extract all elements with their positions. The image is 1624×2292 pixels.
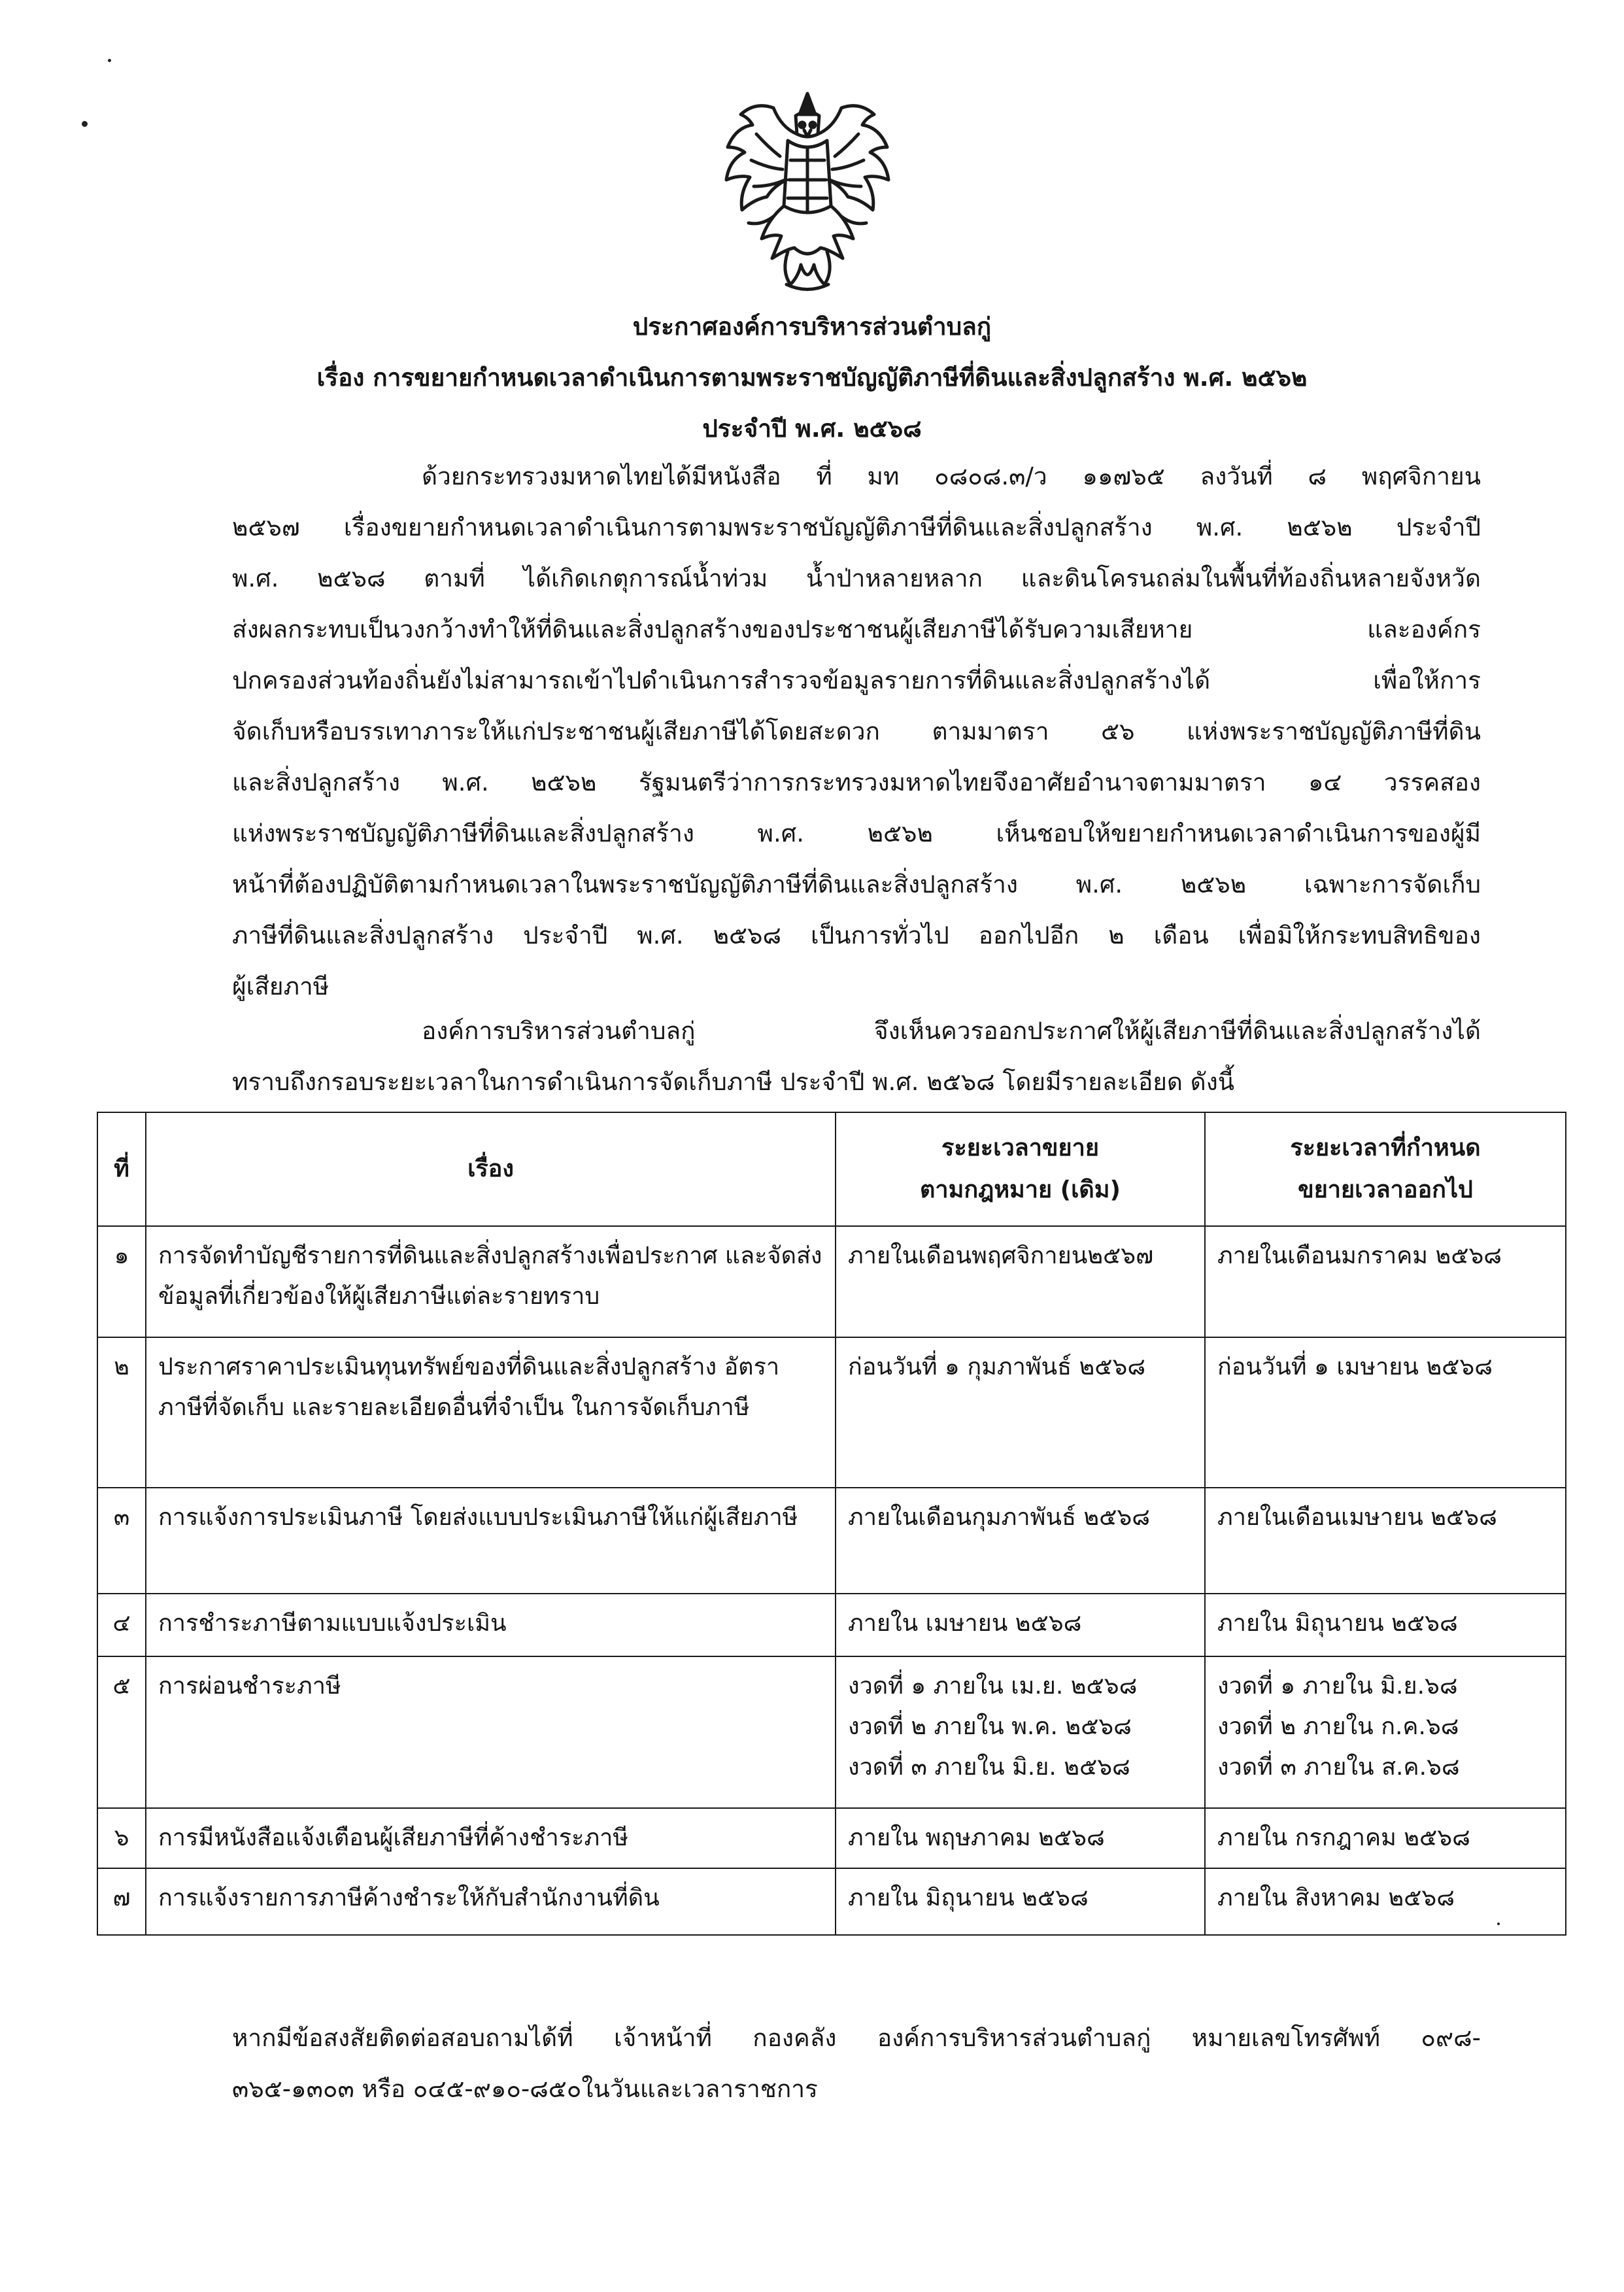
paragraph-line: ด้วยกระทรวงมหาดไทยได้มีหนังสือ ที่ มท ๐๘๐๘.๓/ว ๑๑๗๖๕ ลงวันที่ ๘ พฤศจิกายน bbox=[422, 462, 1481, 490]
row-original-period: ภายใน มิถุนายน ๒๕๖๘ bbox=[836, 1868, 1205, 1935]
paragraph-line: ทราบถึงกรอบระยะเวลาในการดำเนินการจัดเก็บภาษี ประจำปี พ.ศ. ๒๕๖๘ โดยมีรายละเอียด ดังนี้ bbox=[232, 1068, 1235, 1096]
body-paragraph-2 bbox=[232, 1006, 1481, 1108]
row-original-period: ภายในเดือนกุมภาพันธ์ ๒๕๖๘ bbox=[836, 1488, 1205, 1594]
row-subject: ประกาศราคาประเมินทุนทรัพย์ของที่ดินและสิ่งปลูกสร้าง อัตราภาษีที่จัดเก็บ และรายละเอียดอื่นที่จำเป็น ในการจัดเก็บภาษี bbox=[146, 1337, 836, 1488]
row-subject: การจัดทำบัญชีรายการที่ดินและสิ่งปลูกสร้างเพื่อประกาศ และจัดส่งข้อมูลที่เกี่ยวข้องให้ผู้เสียภาษีแต่ละรายทราบ bbox=[146, 1226, 836, 1337]
row-extended-period: ภายใน มิถุนายน ๒๕๖๘ bbox=[1205, 1594, 1566, 1656]
paragraph-line: พ.ศ. ๒๕๖๘ ตามที่ ได้เกิดเกตุการณ์น้ำท่วม น้ำป่าหลายหลาก และดินโครนถล่มในพื้นที่ท้องถิ่นหลายจังหวัด bbox=[232, 564, 1481, 592]
table-row bbox=[97, 1868, 1566, 1935]
table-row bbox=[97, 1594, 1566, 1656]
paragraph-line: ภาษีที่ดินและสิ่งปลูกสร้าง ประจำปี พ.ศ. ๒๕๖๘ เป็นการทั่วไป ออกไปอีก ๒ เดือน เพื่อมิให้กระทบสิทธิของ bbox=[232, 921, 1481, 949]
table-header-row bbox=[97, 1112, 1566, 1226]
row-extended-period: ภายในเดือนเมษายน ๒๕๖๘ bbox=[1205, 1488, 1566, 1594]
table-row bbox=[97, 1488, 1566, 1594]
paragraph-line: แห่งพระราชบัญญัติภาษีที่ดินและสิ่งปลูกสร้าง พ.ศ. ๒๕๖๒ เห็นชอบให้ขยายกำหนดเวลาดำเนินการของผู้มี bbox=[232, 819, 1481, 847]
row-no: ๓ bbox=[97, 1488, 146, 1594]
row-no: ๖ bbox=[97, 1808, 146, 1868]
header-extended-period: ระยะเวลาที่กำหนด ขยายเวลาออกไป bbox=[1205, 1112, 1566, 1226]
paragraph-line: ปกครองส่วนท้องถิ่นยังไม่สามารถเข้าไปดำเนินการสำรวจข้อมูลรายการที่ดินและสิ่งปลูกสร้างได้ เพื่อให้การ bbox=[232, 666, 1481, 694]
row-original-period: ภายในเดือนพฤศจิกายน๒๕๖๗ bbox=[836, 1226, 1205, 1337]
row-original-period: ก่อนวันที่ ๑ กุมภาพันธ์ ๒๕๖๘ bbox=[836, 1337, 1205, 1488]
scan-speck bbox=[82, 121, 88, 127]
row-extended-period: ก่อนวันที่ ๑ เมษายน ๒๕๖๘ bbox=[1205, 1337, 1566, 1488]
row-no: ๕ bbox=[97, 1656, 146, 1808]
row-extended-period: งวดที่ ๑ ภายใน มิ.ย.๖๘ งวดที่ ๒ ภายใน ก.ค.๖๘ งวดที่ ๓ ภายใน ส.ค.๖๘ bbox=[1205, 1656, 1566, 1808]
paragraph-line: ๒๕๖๗ เรื่องขยายกำหนดเวลาดำเนินการตามพระราชบัญญัติภาษีที่ดินและสิ่งปลูกสร้าง พ.ศ. ๒๕๖๒ ประจำปี bbox=[232, 513, 1481, 541]
row-no: ๔ bbox=[97, 1594, 146, 1656]
table-row bbox=[97, 1656, 1566, 1808]
announcement-title: ประกาศองค์การบริหารส่วนตำบลกู่ bbox=[632, 313, 992, 341]
row-no: ๑ bbox=[97, 1226, 146, 1337]
garuda-emblem-icon bbox=[709, 88, 905, 298]
table-row bbox=[97, 1226, 1566, 1337]
row-subject: การชำระภาษีตามแบบแจ้งประเมิน bbox=[146, 1594, 836, 1656]
table-row bbox=[97, 1337, 1566, 1488]
row-subject: การมีหนังสือแจ้งเตือนผู้เสียภาษีที่ค้างชำระภาษี bbox=[146, 1808, 836, 1868]
scan-speck bbox=[108, 59, 111, 62]
announcement-subject: เรื่อง การขยายกำหนดเวลาดำเนินการตามพระราชบัญญัติภาษีที่ดินและสิ่งปลูกสร้าง พ.ศ. ๒๕๖๒ bbox=[316, 364, 1308, 392]
contact-line: หากมีข้อสงสัยติดต่อสอบถามได้ที่ เจ้าหน้าที่ กองคลัง องค์การบริหารส่วนตำบลกู่ หมายเลขโทรศัพท์ ๐๙๘- bbox=[232, 2024, 1481, 2052]
row-original-period: ภายใน พฤษภาคม ๒๕๖๘ bbox=[836, 1808, 1205, 1868]
row-extended-period: ภายใน สิงหาคม ๒๕๖๘ bbox=[1205, 1868, 1566, 1935]
row-original-period: ภายใน เมษายน ๒๕๖๘ bbox=[836, 1594, 1205, 1656]
header-subject: เรื่อง bbox=[146, 1112, 836, 1226]
row-subject: การผ่อนชำระภาษี bbox=[146, 1656, 836, 1808]
table-row bbox=[97, 1808, 1566, 1868]
header-no: ที่ bbox=[97, 1112, 146, 1226]
paragraph-line: ส่งผลกระทบเป็นวงกว้างทำให้ที่ดินและสิ่งปลูกสร้างของประชาชนผู้เสียภาษีได้รับความเสียหาย และองค์กร bbox=[232, 615, 1481, 643]
paragraph-line: องค์การบริหารส่วนตำบลกู่ จึงเห็นควรออกประกาศให้ผู้เสียภาษีที่ดินและสิ่งปลูกสร้างได้ bbox=[422, 1017, 1481, 1045]
row-no: ๒ bbox=[97, 1337, 146, 1488]
row-extended-period: ภายในเดือนมกราคม ๒๕๖๘ bbox=[1205, 1226, 1566, 1337]
paragraph-line: และสิ่งปลูกสร้าง พ.ศ. ๒๕๖๒ รัฐมนตรีว่าการกระทรวงมหาดไทยจึงอาศัยอำนาจตามมาตรา ๑๔ วรรคสอง bbox=[232, 768, 1481, 796]
row-subject: การแจ้งการประเมินภาษี โดยส่งแบบประเมินภาษีให้แก่ผู้เสียภาษี bbox=[146, 1488, 836, 1594]
row-extended-period: ภายใน กรกฎาคม ๒๕๖๘ bbox=[1205, 1808, 1566, 1868]
row-original-period: งวดที่ ๑ ภายใน เม.ย. ๒๕๖๘ งวดที่ ๒ ภายใน พ.ค. ๒๕๖๘ งวดที่ ๓ ภายใน มิ.ย. ๒๕๖๘ bbox=[836, 1656, 1205, 1808]
header-original-period: ระยะเวลาขยาย ตามกฎหมาย (เดิม) bbox=[836, 1112, 1205, 1226]
schedule-table bbox=[97, 1112, 1566, 1936]
paragraph-line: จัดเก็บหรือบรรเทาภาระให้แก่ประชาชนผู้เสียภาษีได้โดยสะดวก ตามมาตรา ๕๖ แห่งพระราชบัญญัติภาษีที่ดิน bbox=[232, 717, 1481, 745]
contact-line: ๓๖๕-๑๓๐๓ หรือ ๐๔๕-๙๑๐-๘๕๐ในวันและเวลาราชการ bbox=[232, 2075, 818, 2103]
paragraph-line: ผู้เสียภาษี bbox=[232, 972, 330, 1001]
paragraph-line: หน้าที่ต้องปฏิบัติตามกำหนดเวลาในพระราชบัญญัติภาษีที่ดินและสิ่งปลูกสร้าง พ.ศ. ๒๕๖๒ เฉพาะการจัดเก็บ bbox=[232, 870, 1481, 898]
body-paragraph-1 bbox=[232, 451, 1481, 1012]
row-no: ๗ bbox=[97, 1868, 146, 1935]
row-subject: การแจ้งรายการภาษีค้างชำระให้กับสำนักงานที่ดิน bbox=[146, 1868, 836, 1935]
fiscal-year: ประจำปี พ.ศ. ๒๕๖๘ bbox=[702, 415, 922, 443]
contact-note bbox=[232, 2013, 1481, 2115]
